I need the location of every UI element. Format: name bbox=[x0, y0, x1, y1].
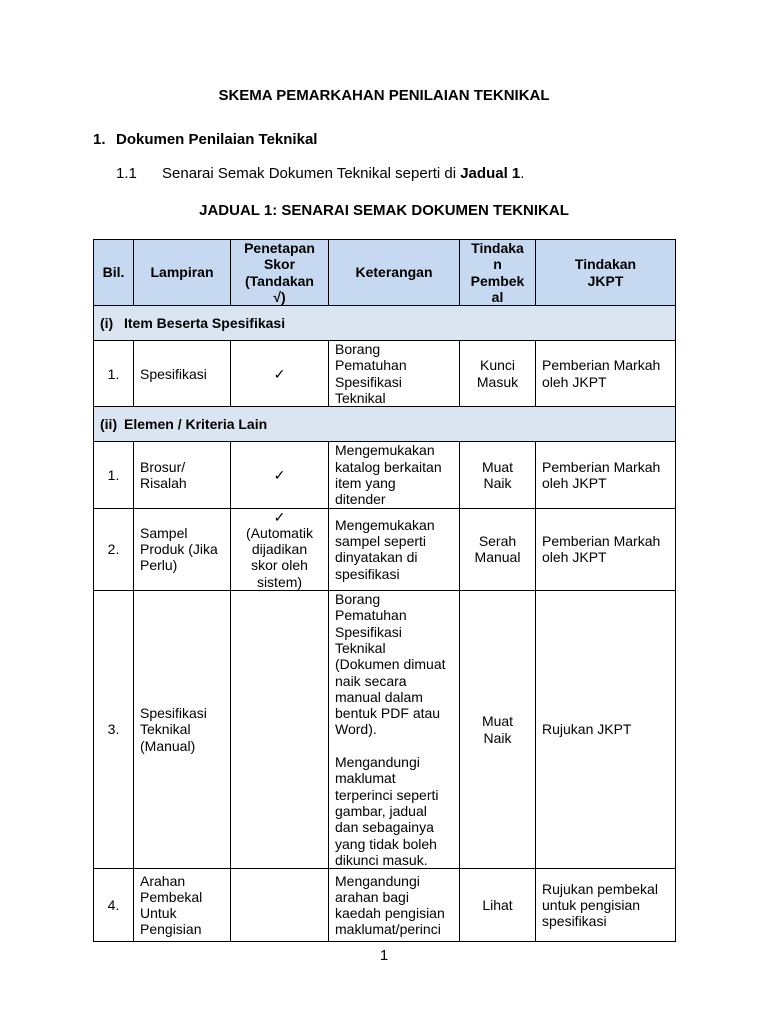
cell-lampiran: Sampel Produk (Jika Perlu) bbox=[134, 508, 231, 590]
cell-bil: 1. bbox=[94, 341, 134, 407]
cell-keterangan: Mengemukakan sampel seperti dinyatakan di spesifikasi bbox=[329, 508, 460, 590]
cell-bil: 4. bbox=[94, 869, 134, 942]
document-title: SKEMA PEMARKAHAN PENILAIAN TEKNIKAL bbox=[218, 87, 550, 104]
cell-skor-checkmark: ✓ bbox=[231, 341, 329, 407]
sub-item-table-ref: Jadual 1 bbox=[460, 165, 521, 182]
category-number: (i) bbox=[100, 315, 114, 332]
keterangan-paragraph: Mengandungi maklumat terperinci seperti gambar, jadual dan sebagainya yang tidak boleh dikunci masuk. bbox=[335, 754, 439, 868]
table-row bbox=[94, 341, 676, 407]
paragraph-gap bbox=[335, 738, 453, 754]
sub-item-1-1 bbox=[116, 165, 524, 182]
category-label: Item Beserta Spesifikasi bbox=[124, 315, 286, 332]
header-keterangan: Keterangan bbox=[329, 240, 460, 306]
cell-bil: 3. bbox=[94, 591, 134, 869]
table-row bbox=[94, 591, 676, 869]
category-label: Elemen / Kriteria Lain bbox=[124, 416, 268, 433]
cell-lampiran: Arahan Pembekal Untuk Pengisian bbox=[134, 869, 231, 942]
cell-lampiran: Brosur/ Risalah bbox=[134, 442, 231, 508]
category-row-elemen-kriteria bbox=[94, 407, 676, 442]
section-title: Dokumen Penilaian Teknikal bbox=[116, 131, 318, 148]
cell-tindakan-pembekal: Muat Naik bbox=[460, 442, 536, 508]
category-row-item-spesifikasi bbox=[94, 306, 676, 341]
header-bil: Bil. bbox=[94, 240, 134, 306]
header-tindakan-pembekal: Tindaka n Pembek al bbox=[460, 240, 536, 306]
cell-tindakan-jkpt: Rujukan JKPT bbox=[536, 591, 676, 869]
header-lampiran: Lampiran bbox=[134, 240, 231, 306]
cell-tindakan-pembekal: Kunci Masuk bbox=[460, 341, 536, 407]
cell-skor-checkmark bbox=[231, 591, 329, 869]
table-row bbox=[94, 442, 676, 508]
cell-lampiran: Spesifikasi Teknikal (Manual) bbox=[134, 591, 231, 869]
cell-skor-checkmark: ✓ (Automatik dijadikan skor oleh sistem) bbox=[231, 508, 329, 590]
sub-item-text: Senarai Semak Dokumen Teknikal seperti di bbox=[162, 165, 461, 182]
section-number: 1. bbox=[93, 131, 106, 148]
cell-tindakan-pembekal: Lihat bbox=[460, 869, 536, 942]
cell-keterangan: Mengandungi arahan bagi kaedah pengisian maklumat/perinci bbox=[329, 869, 460, 942]
cell-tindakan-jkpt: Pemberian Markah oleh JKPT bbox=[536, 508, 676, 590]
table-row bbox=[94, 869, 676, 942]
header-penetapan-skor: Penetapan Skor (Tandakan √) bbox=[231, 240, 329, 306]
cell-keterangan: Borang Pematuhan Spesifikasi Teknikal bbox=[329, 341, 460, 407]
cell-keterangan: Mengemukakan katalog berkaitan item yang ditender bbox=[329, 442, 460, 508]
cell-bil: 2. bbox=[94, 508, 134, 590]
cell-keterangan bbox=[329, 591, 460, 869]
cell-skor-checkmark bbox=[231, 869, 329, 942]
cell-tindakan-pembekal: Muat Naik bbox=[460, 591, 536, 869]
keterangan-paragraph: Borang Pematuhan Spesifikasi Teknikal (Dokumen dimuat naik secara manual dalam bentuk PDF atau Word). bbox=[335, 591, 446, 738]
cell-bil: 1. bbox=[94, 442, 134, 508]
section-heading bbox=[93, 131, 317, 148]
checklist-table bbox=[93, 239, 676, 942]
cell-tindakan-jkpt: Pemberian Markah oleh JKPT bbox=[536, 341, 676, 407]
category-cell bbox=[94, 306, 676, 341]
cell-tindakan-jkpt: Pemberian Markah oleh JKPT bbox=[536, 442, 676, 508]
cell-tindakan-pembekal: Serah Manual bbox=[460, 508, 536, 590]
table-header-row bbox=[94, 240, 676, 306]
page-number: 1 bbox=[379, 947, 389, 964]
table-caption: JADUAL 1: SENARAI SEMAK DOKUMEN TEKNIKAL bbox=[199, 202, 569, 219]
table-row bbox=[94, 508, 676, 590]
sub-item-number: 1.1 bbox=[116, 165, 137, 182]
header-tindakan-jkpt: Tindakan JKPT bbox=[536, 240, 676, 306]
cell-tindakan-jkpt: Rujukan pembekal untuk pengisian spesifikasi bbox=[536, 869, 676, 942]
category-cell bbox=[94, 407, 676, 442]
cell-lampiran: Spesifikasi bbox=[134, 341, 231, 407]
category-number: (ii) bbox=[100, 416, 118, 433]
cell-skor-checkmark: ✓ bbox=[231, 442, 329, 508]
sub-item-period: . bbox=[520, 165, 525, 182]
